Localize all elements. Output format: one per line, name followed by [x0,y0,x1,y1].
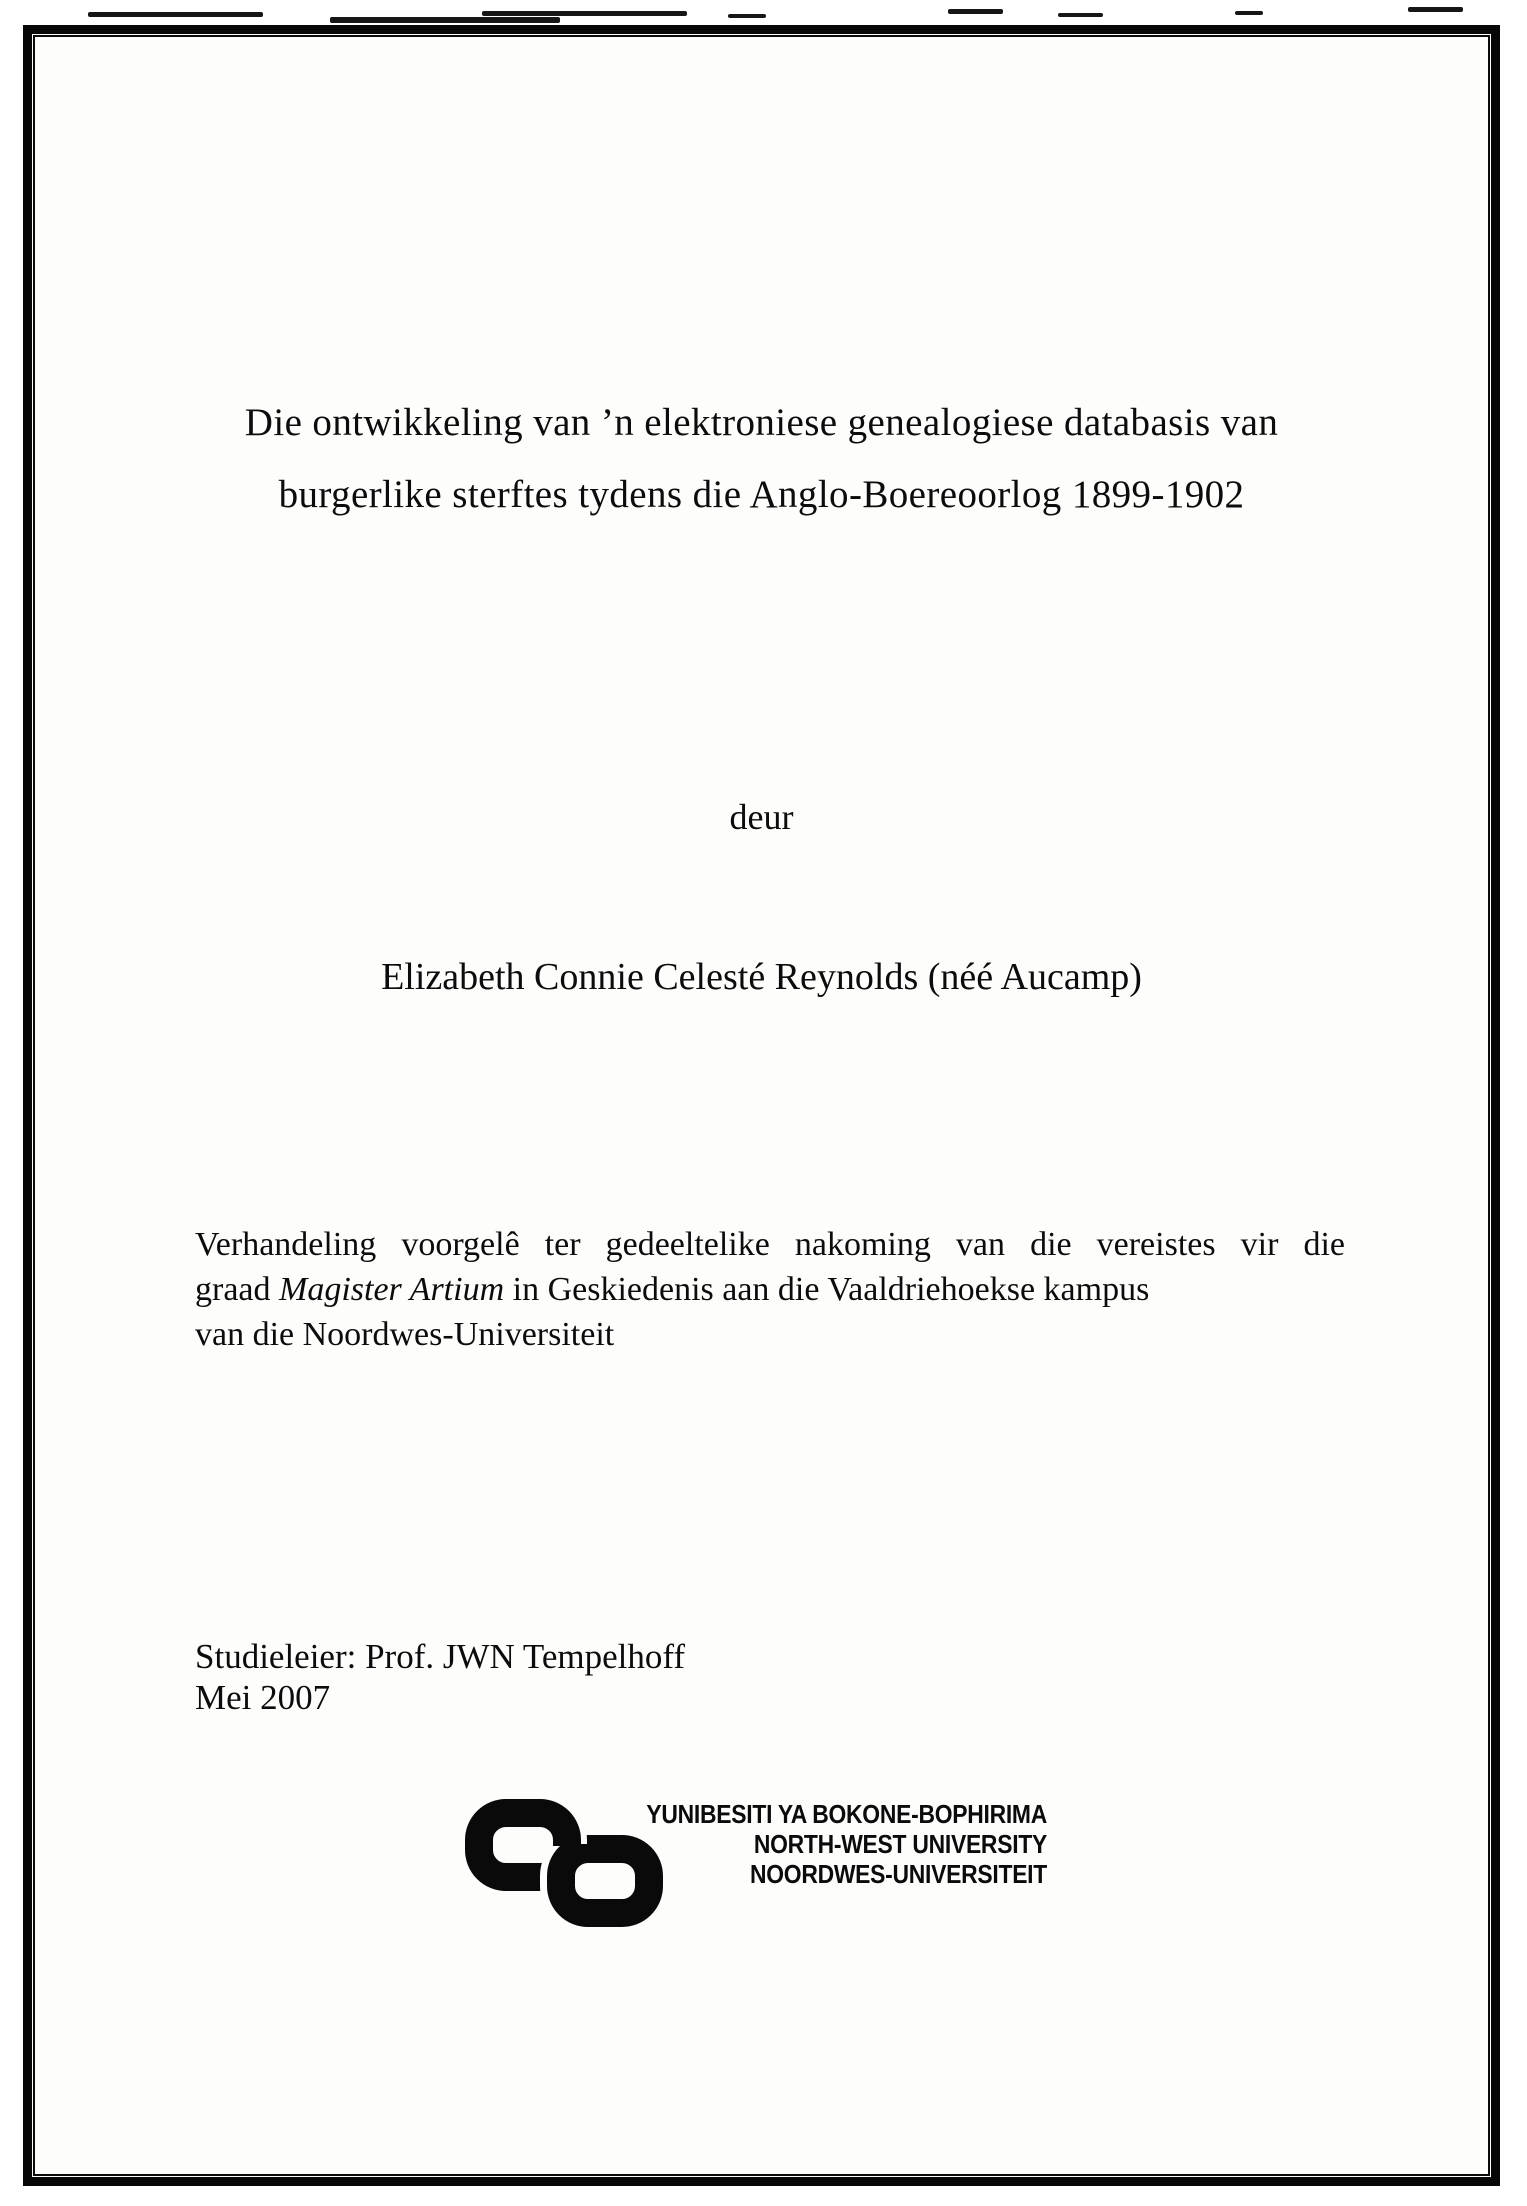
page-frame-outer [23,25,1500,2186]
wordmark-line-english: NORTH-WEST UNIVERSITY [753,1829,1047,1859]
date-line: Mei 2007 [195,1678,331,1717]
scan-artifact [88,12,263,17]
thesis-title-line-2: burgerlike sterftes tydens die Anglo-Boereoorlog 1899-1902 [278,473,1245,516]
thesis-statement-line-3: van die Noordwes-Universiteit [195,1316,615,1353]
degree-prefix: graad [195,1271,280,1308]
degree-name: Magister Artium [279,1271,505,1308]
thesis-statement-line-2 [195,1267,1345,1312]
supervisor-line: Studieleier: Prof. JWN Tempelhoff [195,1637,686,1676]
thesis-title-line-1: Die ontwikkeling van ’n elektroniese genealogiese databasis van [244,401,1279,444]
thesis-title [35,387,1488,531]
scan-artifact [728,14,766,18]
scan-artifact [1058,13,1103,17]
university-wordmark [535,1799,1047,1889]
wordmark-line-afrikaans: NOORDWES-UNIVERSITEIT [750,1859,1047,1889]
byline-deur: deur [729,797,794,837]
thesis-statement-line-1: Verhandeling voorgelê ter gedeeltelike nakoming van die vereistes vir die [195,1226,1345,1263]
thesis-statement [195,1222,1345,1357]
scan-artifact [330,17,560,23]
scan-artifact [1408,7,1463,12]
title-page-content [35,37,1488,2174]
author-name: Elizabeth Connie Celesté Reynolds (néé Aucamp) [381,956,1142,998]
scan-artifact [948,9,1003,14]
wordmark-line-setswana: YUNIBESITI YA BOKONE-BOPHIRIMA [646,1799,1047,1829]
scan-artifact [482,11,687,16]
degree-suffix: in Geskiedenis aan die Vaaldriehoekse kampus [504,1271,1150,1308]
page-frame-inner [33,35,1490,2176]
supervisor-block [195,1636,685,1718]
scan-artifact [1235,11,1263,15]
